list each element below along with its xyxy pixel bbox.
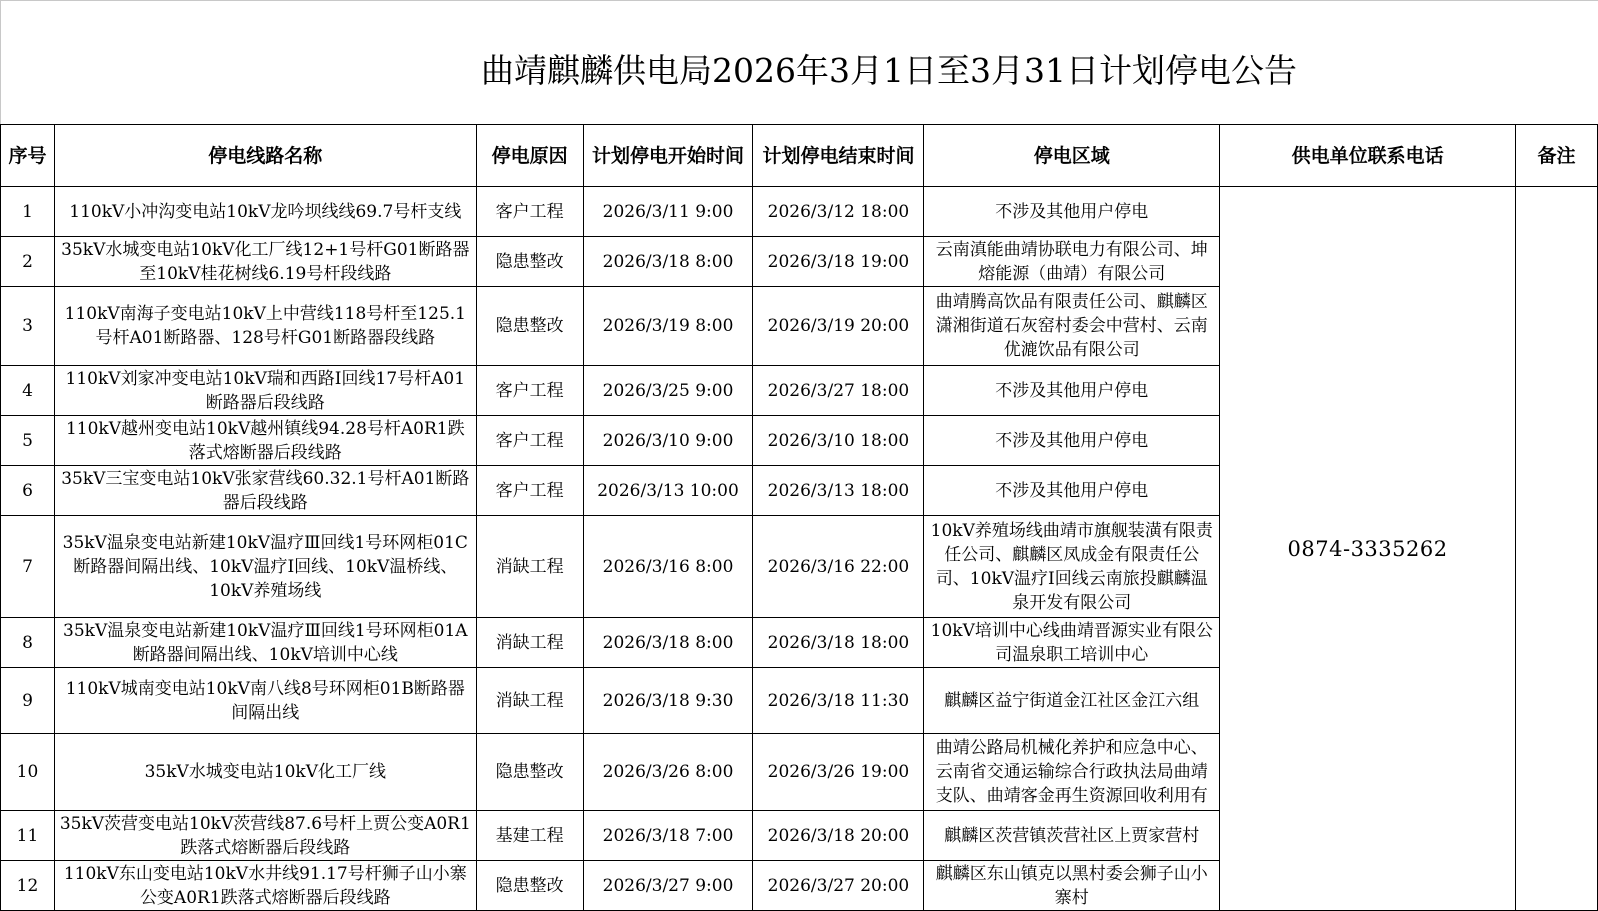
cell-reason: 消缺工程 [476, 668, 583, 734]
table-row [1, 187, 1598, 237]
cell-reason: 隐患整改 [476, 861, 583, 911]
cell-seq: 8 [1, 618, 55, 668]
cell-end: 2026/3/10 18:00 [753, 416, 924, 466]
cell-seq: 5 [1, 416, 55, 466]
cell-line: 110kV东山变电站10kV水井线91.17号杆狮子山小寨公变A0R1跌落式熔断器后段线路 [54, 861, 476, 911]
cell-line: 110kV越州变电站10kV越州镇线94.28号杆A0R1跌落式熔断器后段线路 [54, 416, 476, 466]
header-phone: 供电单位联系电话 [1220, 125, 1516, 187]
cell-end: 2026/3/12 18:00 [753, 187, 924, 237]
cell-end: 2026/3/26 19:00 [753, 734, 924, 811]
cell-line: 110kV小冲沟变电站10kV龙吟坝线线69.7号杆支线 [54, 187, 476, 237]
cell-end: 2026/3/18 11:30 [753, 668, 924, 734]
cell-end: 2026/3/18 19:00 [753, 237, 924, 287]
cell-reason: 消缺工程 [476, 618, 583, 668]
cell-end: 2026/3/27 18:00 [753, 366, 924, 416]
cell-start: 2026/3/26 8:00 [583, 734, 753, 811]
header-reason: 停电原因 [476, 125, 583, 187]
cell-area: 10kV培训中心线曲靖晋源实业有限公司温泉职工培训中心 [924, 618, 1220, 668]
cell-seq: 1 [1, 187, 55, 237]
outage-table [0, 124, 1598, 911]
cell-seq: 2 [1, 237, 55, 287]
cell-line: 110kV城南变电站10kV南八线8号环网柜01B断路器间隔出线 [54, 668, 476, 734]
cell-area: 曲靖公路局机械化养护和应急中心、云南省交通运输综合行政执法局曲靖支队、曲靖客金再生资源回收利用有 [924, 734, 1220, 811]
cell-area: 不涉及其他用户停电 [924, 466, 1220, 516]
cell-area: 不涉及其他用户停电 [924, 187, 1220, 237]
cell-note [1515, 187, 1597, 911]
cell-reason: 消缺工程 [476, 516, 583, 618]
cell-seq: 4 [1, 366, 55, 416]
page-title: 曲靖麒麟供电局2026年3月1日至3月31日计划停电公告 [481, 51, 1297, 90]
cell-start: 2026/3/13 10:00 [583, 466, 753, 516]
cell-start: 2026/3/19 8:00 [583, 287, 753, 366]
cell-seq: 6 [1, 466, 55, 516]
cell-end: 2026/3/18 18:00 [753, 618, 924, 668]
cell-area: 10kV养殖场线曲靖市旗舰装潢有限责任公司、麒麟区凤成金有限责任公司、10kV温疗Ⅰ回线云南旅投麒麟温泉开发有限公司 [924, 516, 1220, 618]
cell-reason: 隐患整改 [476, 287, 583, 366]
cell-seq: 7 [1, 516, 55, 618]
header-line: 停电线路名称 [54, 125, 476, 187]
cell-area: 麒麟区益宁街道金江社区金江六组 [924, 668, 1220, 734]
cell-end: 2026/3/16 22:00 [753, 516, 924, 618]
cell-reason: 客户工程 [476, 416, 583, 466]
cell-end: 2026/3/19 20:00 [753, 287, 924, 366]
cell-seq: 12 [1, 861, 55, 911]
cell-line: 35kV三宝变电站10kV张家营线60.32.1号杆A01断路器后段线路 [54, 466, 476, 516]
cell-end: 2026/3/27 20:00 [753, 861, 924, 911]
header-end: 计划停电结束时间 [753, 125, 924, 187]
cell-seq: 3 [1, 287, 55, 366]
cell-seq: 10 [1, 734, 55, 811]
cell-start: 2026/3/18 7:00 [583, 811, 753, 861]
cell-start: 2026/3/18 9:30 [583, 668, 753, 734]
cell-line: 35kV水城变电站10kV化工厂线12+1号杆G01断路器至10kV桂花树线6.19号杆段线路 [54, 237, 476, 287]
cell-area: 不涉及其他用户停电 [924, 366, 1220, 416]
cell-area: 云南滇能曲靖协联电力有限公司、坤熔能源（曲靖）有限公司 [924, 237, 1220, 287]
cell-seq: 9 [1, 668, 55, 734]
cell-start: 2026/3/27 9:00 [583, 861, 753, 911]
header-area: 停电区域 [924, 125, 1220, 187]
cell-end: 2026/3/13 18:00 [753, 466, 924, 516]
cell-area: 曲靖腾高饮品有限责任公司、麒麟区潇湘街道石灰窑村委会中营村、云南优漉饮品有限公司 [924, 287, 1220, 366]
cell-reason: 基建工程 [476, 811, 583, 861]
header-seq: 序号 [1, 125, 55, 187]
cell-reason: 客户工程 [476, 366, 583, 416]
cell-start: 2026/3/11 9:00 [583, 187, 753, 237]
cell-seq: 11 [1, 811, 55, 861]
cell-line: 35kV茨营变电站10kV茨营线87.6号杆上贾公变A0R1跌落式熔断器后段线路 [54, 811, 476, 861]
cell-line: 110kV南海子变电站10kV上中营线118号杆至125.1号杆A01断路器、128号杆G01断路器段线路 [54, 287, 476, 366]
cell-line: 110kV刘家冲变电站10kV瑞和西路Ⅰ回线17号杆A01断路器后段线路 [54, 366, 476, 416]
cell-start: 2026/3/16 8:00 [583, 516, 753, 618]
cell-line: 35kV温泉变电站新建10kV温疗Ⅲ回线1号环网柜01A断路器间隔出线、10kV培训中心线 [54, 618, 476, 668]
cell-reason: 隐患整改 [476, 237, 583, 287]
cell-start: 2026/3/18 8:00 [583, 618, 753, 668]
title-area [0, 0, 1598, 124]
cell-line: 35kV温泉变电站新建10kV温疗Ⅲ回线1号环网柜01C断路器间隔出线、10kV温疗Ⅰ回线、10kV温桥线、10kV养殖场线 [54, 516, 476, 618]
cell-start: 2026/3/10 9:00 [583, 416, 753, 466]
cell-start: 2026/3/25 9:00 [583, 366, 753, 416]
cell-reason: 客户工程 [476, 187, 583, 237]
cell-area: 麒麟区东山镇克以黑村委会狮子山小寨村 [924, 861, 1220, 911]
header-note: 备注 [1515, 125, 1597, 187]
cell-reason: 客户工程 [476, 466, 583, 516]
cell-end: 2026/3/18 20:00 [753, 811, 924, 861]
cell-area: 麒麟区茨营镇茨营社区上贾家营村 [924, 811, 1220, 861]
header-start: 计划停电开始时间 [583, 125, 753, 187]
cell-start: 2026/3/18 8:00 [583, 237, 753, 287]
cell-line: 35kV水城变电站10kV化工厂线 [54, 734, 476, 811]
header-row [1, 125, 1598, 187]
cell-phone: 0874-3335262 [1220, 187, 1516, 911]
cell-area: 不涉及其他用户停电 [924, 416, 1220, 466]
cell-reason: 隐患整改 [476, 734, 583, 811]
